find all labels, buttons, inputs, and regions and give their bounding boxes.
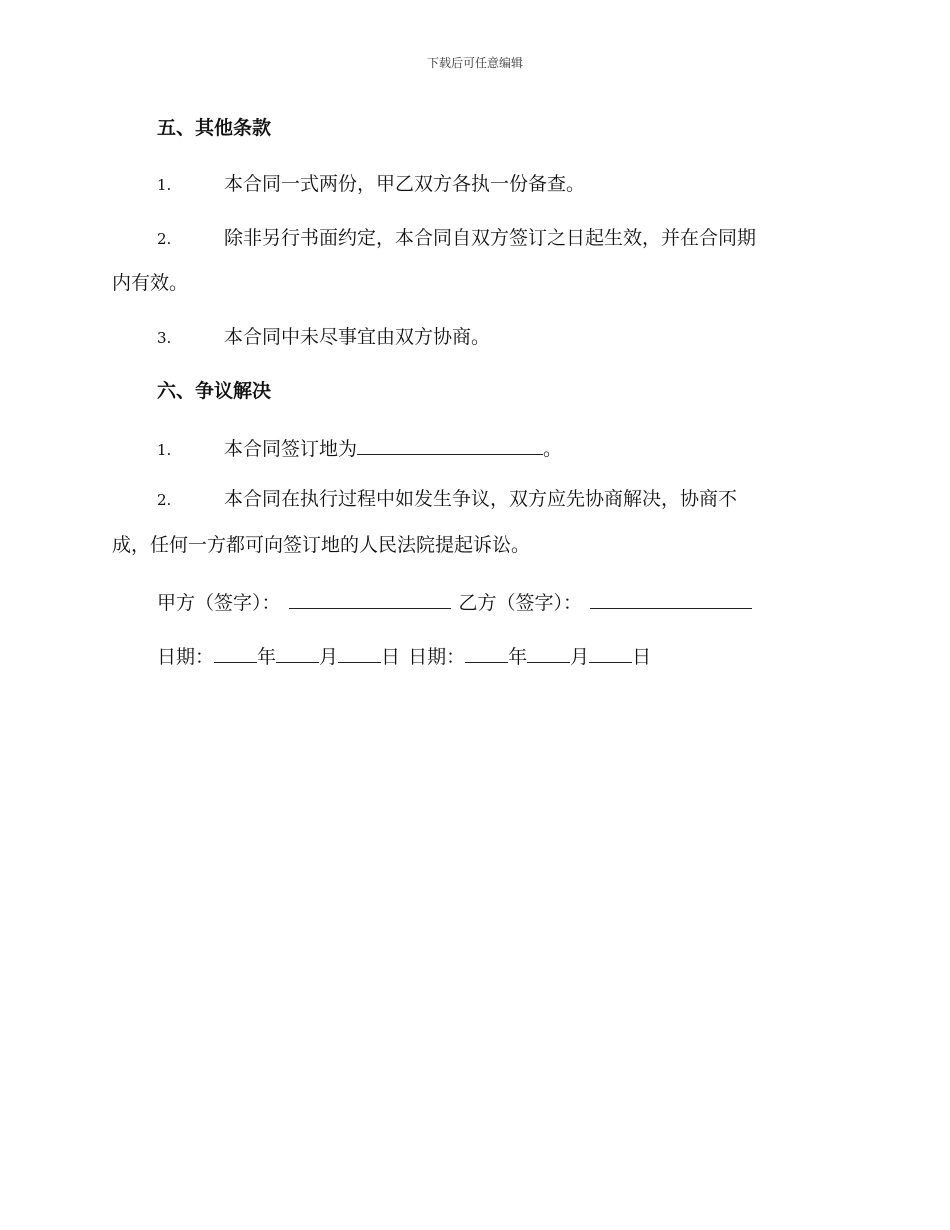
party-a-year-blank[interactable] bbox=[214, 644, 257, 663]
clause-text: 本合同签订地为 bbox=[224, 438, 358, 460]
clause-6-1 bbox=[157, 436, 562, 459]
clause-number: 1. bbox=[157, 176, 172, 194]
party-b-month-blank[interactable] bbox=[527, 644, 570, 663]
month-label: 月 bbox=[319, 646, 339, 668]
party-b-signature-blank[interactable] bbox=[590, 590, 752, 609]
page-header-note: 下载后可任意编辑 bbox=[426, 56, 523, 70]
party-a-date-label: 日期： bbox=[157, 646, 215, 668]
clause-number: 1. bbox=[157, 441, 172, 459]
day-label: 日 bbox=[632, 646, 652, 668]
clause-5-3 bbox=[157, 328, 490, 347]
day-label: 日 bbox=[381, 646, 401, 668]
clause-text: 除非另行书面约定，本合同自双方签订之日起生效，并在合同期 bbox=[224, 227, 757, 249]
clause-suffix: 。 bbox=[543, 438, 563, 460]
section-heading-other-terms: 五、其他条款 bbox=[157, 117, 272, 139]
year-label: 年 bbox=[257, 646, 277, 668]
signing-place-blank[interactable] bbox=[357, 436, 543, 455]
party-b-date-label: 日期： bbox=[408, 646, 466, 668]
party-b-year-blank[interactable] bbox=[465, 644, 508, 663]
clause-5-2 bbox=[157, 229, 756, 248]
clause-5-1 bbox=[157, 175, 585, 194]
clause-number: 2. bbox=[157, 230, 172, 248]
party-b-signature-label: 乙方（签字）： bbox=[458, 592, 583, 614]
clause-5-2-continuation: 内有效。 bbox=[112, 272, 189, 294]
clause-text: 本合同中未尽事宜由双方协商。 bbox=[224, 326, 491, 348]
party-a-signature-label: 甲方（签字）： bbox=[157, 592, 281, 614]
party-a-month-blank[interactable] bbox=[276, 644, 319, 663]
year-label: 年 bbox=[508, 646, 528, 668]
month-label: 月 bbox=[570, 646, 590, 668]
party-a-day-blank[interactable] bbox=[338, 644, 381, 663]
clause-text: 本合同在执行过程中如发生争议，双方应先协商解决，协商不 bbox=[224, 488, 738, 510]
clause-number: 3. bbox=[157, 329, 172, 347]
clause-6-2-continuation: 成，任何一方都可向签订地的人民法院提起诉讼。 bbox=[112, 534, 531, 556]
section-heading-dispute-resolution: 六、争议解决 bbox=[157, 380, 272, 402]
clause-number: 2. bbox=[157, 491, 172, 509]
party-a-signature-blank[interactable] bbox=[289, 590, 451, 609]
signature-row bbox=[157, 590, 752, 613]
clause-6-2 bbox=[157, 490, 737, 509]
party-b-day-blank[interactable] bbox=[589, 644, 632, 663]
date-row bbox=[157, 644, 651, 667]
clause-text: 本合同一式两份，甲乙双方各执一份备查。 bbox=[224, 173, 586, 195]
